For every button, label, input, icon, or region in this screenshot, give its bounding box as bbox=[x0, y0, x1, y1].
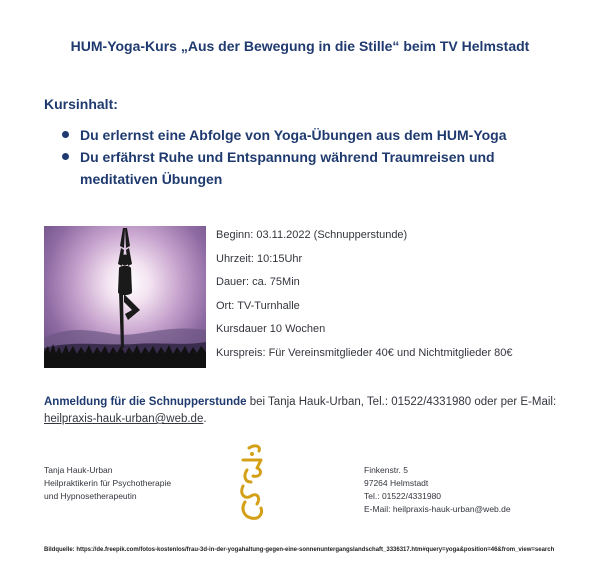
registration-bold: Anmeldung für die Schnupperstunde bbox=[44, 396, 247, 408]
contact-email-label: E-Mail: bbox=[364, 504, 393, 514]
list-item-text: Du erfährst Ruhe und Entspannung während Traumreisen und meditativen Übungen bbox=[80, 149, 495, 187]
registration-email-link[interactable]: heilpraxis-hauk-urban@web.de bbox=[44, 413, 204, 425]
contact-tel: Tel.: 01522/4331980 bbox=[364, 491, 442, 501]
yoga-photo bbox=[44, 226, 206, 368]
kursinhalt-list bbox=[62, 124, 542, 190]
kursinhalt-heading: Kursinhalt: bbox=[44, 96, 118, 112]
detail-beginn: Beginn: 03.11.2022 (Schnupperstunde) bbox=[216, 229, 408, 241]
registration-text: bei Tanja Hauk-Urban, Tel.: 01522/4331980 oder per E-Mail: bbox=[246, 396, 557, 408]
contact-profession-2: und Hypnosetherapeutin bbox=[44, 491, 137, 501]
contact-profession: Heilpraktikerin für Psychotherapie bbox=[44, 478, 172, 488]
list-item bbox=[62, 146, 542, 190]
contact-address-block bbox=[364, 464, 511, 516]
list-item-text: Du erlernst eine Abfolge von Yoga-Übungen aus dem HUM-Yoga bbox=[80, 127, 507, 143]
contact-email-link[interactable]: heilpraxis-hauk-urban@web.de bbox=[392, 504, 511, 514]
detail-dauer: Dauer: ca. 75Min bbox=[216, 276, 300, 289]
registration-note bbox=[44, 394, 564, 428]
image-source-note: Bildquelle: https://de.freepik.com/fotos-kostenlos/frau-3d-in-der-yogahaltung-gegen-eine-sonnenuntergangslandschaft_3336317.htm#query=yoga&position=46&from_view=search bbox=[44, 547, 555, 553]
contact-email-row bbox=[364, 503, 511, 516]
contact-name-block bbox=[44, 464, 171, 503]
list-item bbox=[62, 124, 542, 146]
registration-suffix: . bbox=[203, 413, 207, 425]
hum-symbol-logo-icon bbox=[235, 442, 269, 524]
yoga-silhouette-icon bbox=[44, 226, 206, 368]
contact-city: 97264 Helmstadt bbox=[364, 478, 429, 488]
course-details bbox=[216, 226, 513, 368]
contact-street: Finkenstr. 5 bbox=[364, 465, 408, 475]
contact-name: Tanja Hauk-Urban bbox=[44, 465, 113, 475]
bullet-icon bbox=[62, 131, 69, 138]
detail-uhrzeit: Uhrzeit: 10:15Uhr bbox=[216, 252, 303, 265]
detail-kurspreis: Kurspreis: Für Vereinsmitglieder 40€ und Nichtmitglieder 80€ bbox=[216, 346, 513, 359]
bullet-icon bbox=[62, 153, 69, 160]
detail-kursdauer: Kursdauer 10 Wochen bbox=[216, 323, 326, 336]
detail-ort: Ort: TV-Turnhalle bbox=[216, 299, 300, 312]
page-title: HUM-Yoga-Kurs „Aus der Bewegung in die Stille“ beim TV Helmstadt bbox=[70, 38, 530, 54]
